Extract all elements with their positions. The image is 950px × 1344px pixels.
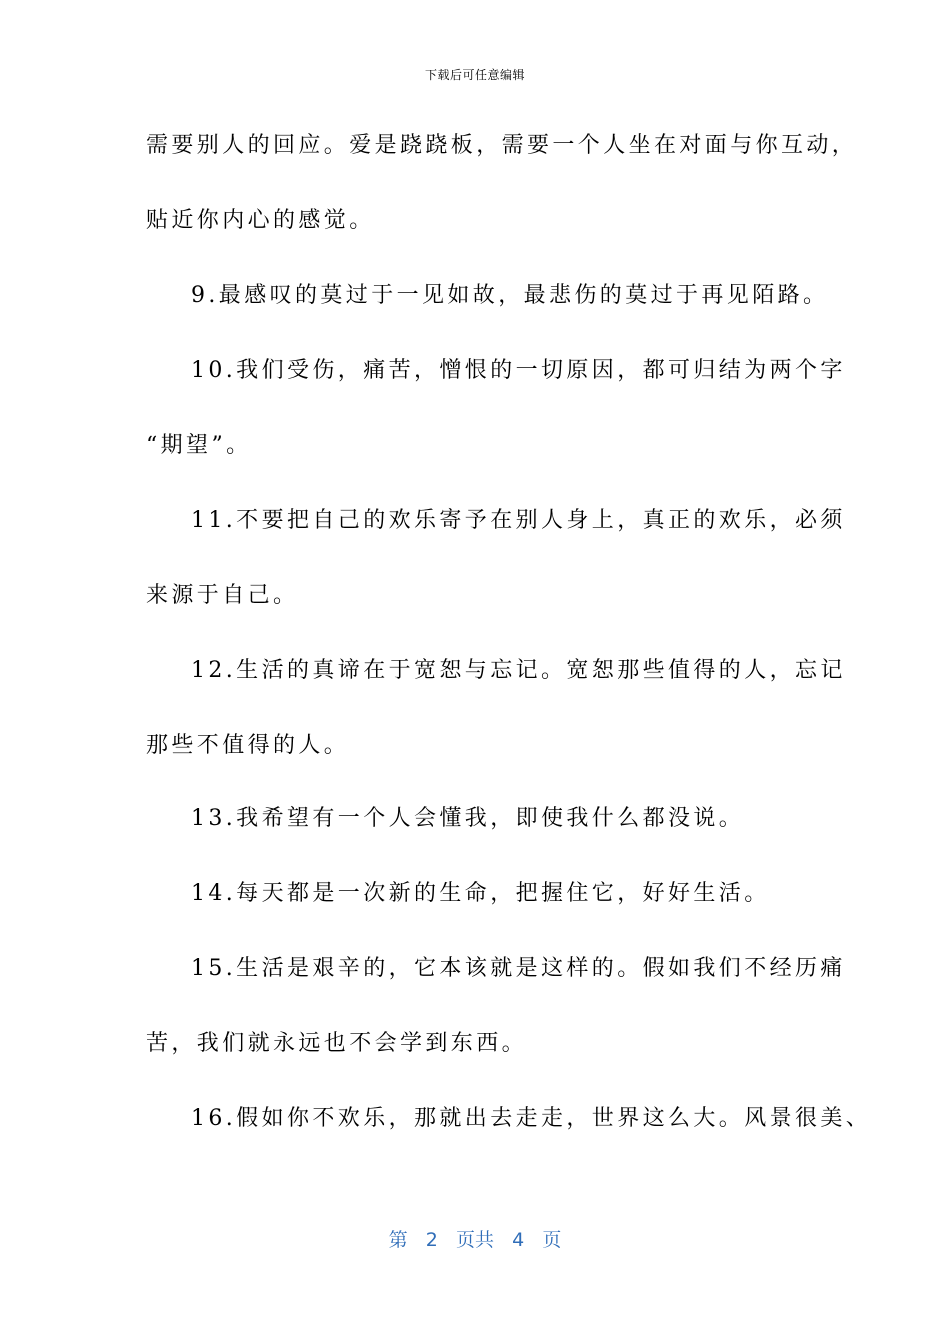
footer-page-mid: 页共 — [455, 1229, 494, 1251]
paragraph-line: 9.最感叹的莫过于一见如故，最悲伤的莫过于再见陌路。 — [191, 283, 829, 308]
paragraph-line: 那些不值得的人。 — [146, 733, 350, 758]
footer-current-page: 2 — [425, 1229, 438, 1251]
footer-page-prefix: 第 — [388, 1229, 408, 1251]
paragraph-line: 苦，我们就永远也不会学到东西。 — [146, 1031, 528, 1056]
paragraph-line: 16.假如你不欢乐，那就出去走走，世界这么大。风景很美、 — [191, 1106, 872, 1131]
paragraph-line: “期望”。 — [146, 433, 252, 458]
paragraph-line: 贴近你内心的感觉。 — [146, 208, 375, 233]
paragraph-line: 需要别人的回应。爱是跷跷板，需要一个人坐在对面与你互动， — [146, 133, 858, 158]
paragraph-line: 15.生活是艰辛的，它本该就是这样的。假如我们不经历痛 — [191, 956, 846, 981]
paragraph-line: 10.我们受伤，痛苦，憎恨的一切原因，都可归结为两个字 — [191, 358, 846, 383]
footer-total-pages: 4 — [512, 1229, 525, 1251]
paragraph-line: 来源于自己。 — [146, 583, 299, 608]
page-header: 下载后可任意编辑 — [424, 68, 525, 82]
page-footer — [0, 1225, 950, 1252]
footer-page-suffix: 页 — [542, 1229, 562, 1251]
paragraph-line: 11.不要把自己的欢乐寄予在别人身上，真正的欢乐，必须 — [191, 508, 846, 533]
paragraph-line: 13.我希望有一个人会懂我，即使我什么都没说。 — [191, 806, 745, 831]
paragraph-line: 12.生活的真谛在于宽恕与忘记。宽恕那些值得的人，忘记 — [191, 658, 846, 683]
paragraph-line: 14.每天都是一次新的生命，把握住它，好好生活。 — [191, 881, 770, 906]
